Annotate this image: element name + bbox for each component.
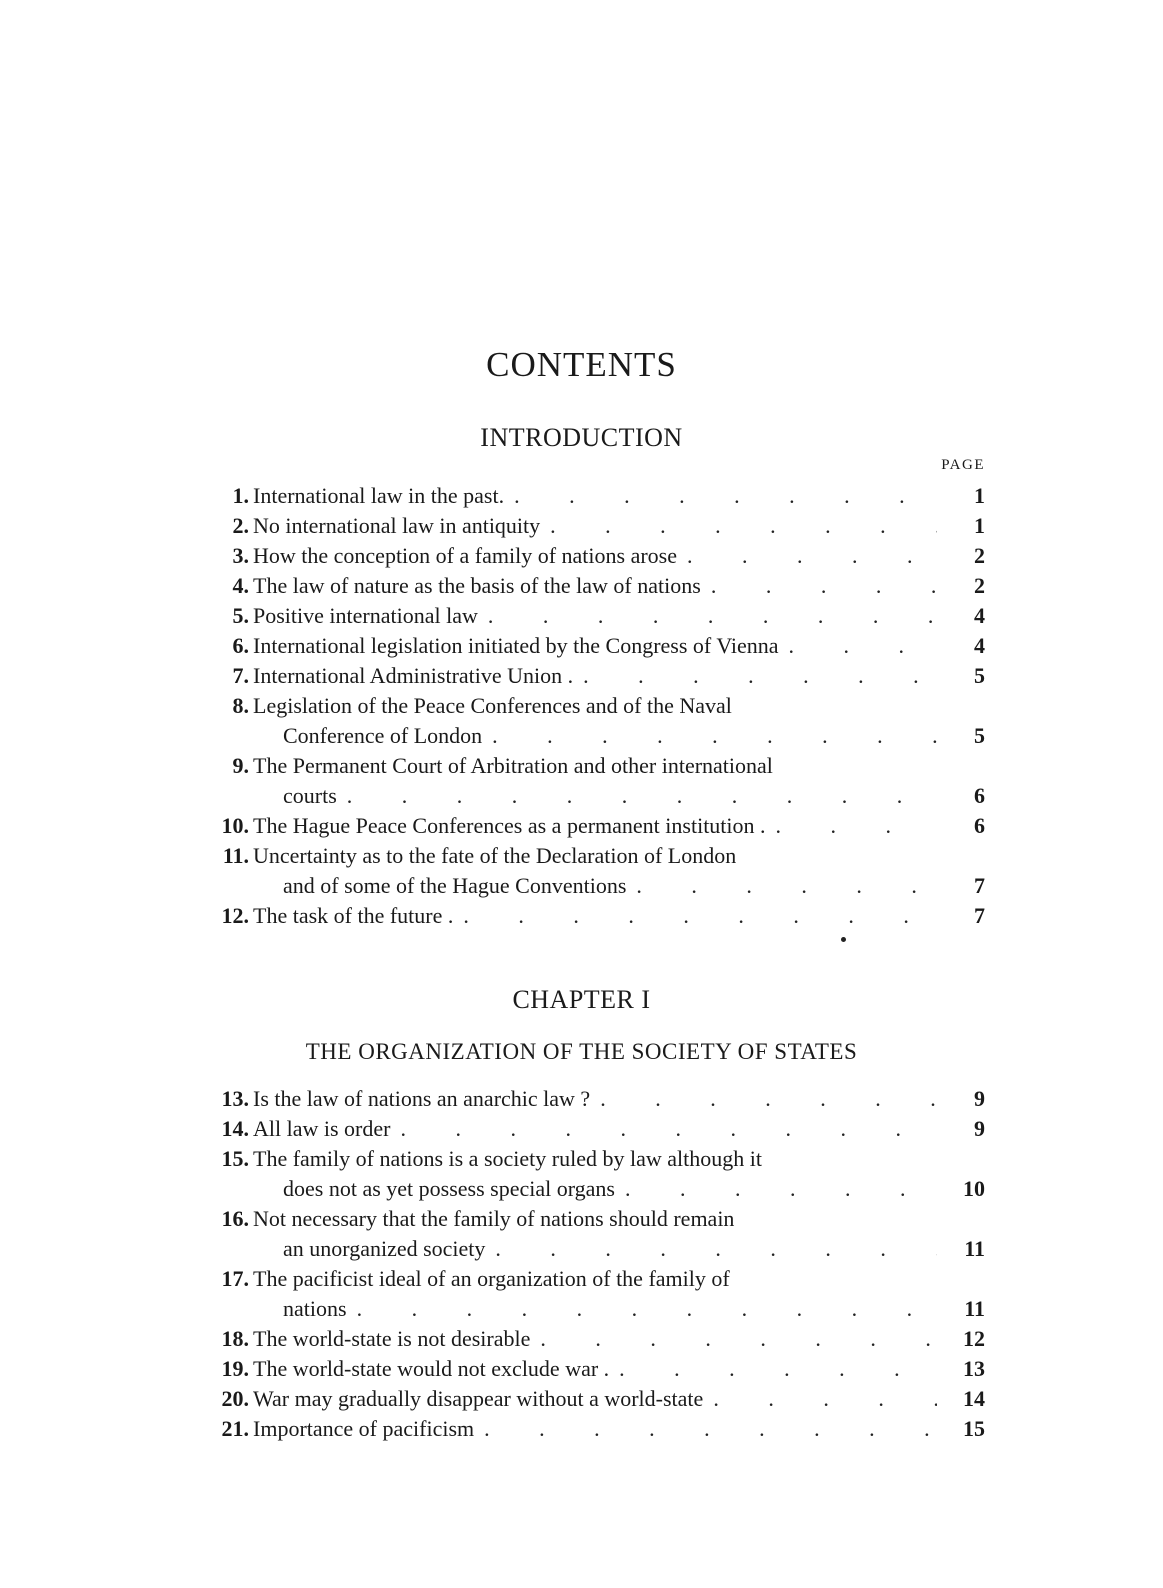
toc-entry xyxy=(205,1144,985,1204)
toc-entry-text: The world-state would not exclude war . xyxy=(253,1356,610,1381)
toc-entry-number: 6. xyxy=(232,633,249,658)
toc-entry-page: 11 xyxy=(964,1236,985,1261)
toc-entry-number: 20. xyxy=(221,1386,249,1411)
toc-entry xyxy=(205,511,985,541)
dot-leader xyxy=(453,901,937,931)
toc-entry-line xyxy=(253,541,937,571)
toc-entry-text: Legislation of the Peace Conferences and of the Naval xyxy=(253,693,732,718)
toc-entry-page: 2 xyxy=(974,543,985,568)
dot-leader xyxy=(485,1234,937,1264)
dot-leader xyxy=(573,661,937,691)
toc-entry-page: 5 xyxy=(974,723,985,748)
dot-leader xyxy=(779,631,937,661)
page-title: CONTENTS xyxy=(486,345,677,384)
toc-entry xyxy=(205,601,985,631)
dot-leader xyxy=(478,601,937,631)
toc-entry xyxy=(205,571,985,601)
toc-entry-line xyxy=(253,511,937,541)
toc-entry xyxy=(205,661,985,691)
toc-entry-number: 7. xyxy=(232,663,249,688)
dot-leader xyxy=(703,1384,937,1414)
chapter-title: THE ORGANIZATION OF THE SOCIETY OF STATES xyxy=(305,1039,858,1064)
dot-leader xyxy=(615,1174,937,1204)
toc-entry-line xyxy=(253,571,937,601)
dot-leader xyxy=(337,781,937,811)
dot-leader xyxy=(677,541,937,571)
toc-entry-number: 3. xyxy=(232,543,249,568)
toc-entry-page: 5 xyxy=(974,663,985,688)
toc-entry-line xyxy=(253,661,937,691)
toc-entry-line xyxy=(253,901,937,931)
toc-entry-text: The family of nations is a society ruled by law although it xyxy=(253,1146,762,1171)
toc-entry-number: 11. xyxy=(222,843,249,868)
toc-entry-page: 10 xyxy=(963,1176,985,1201)
introduction-toc-list xyxy=(205,481,985,931)
toc-entry-text: How the conception of a family of nations arose xyxy=(253,543,677,568)
toc-entry xyxy=(205,1384,985,1414)
toc-entry-line xyxy=(253,1294,937,1324)
toc-entry-line xyxy=(253,1264,937,1294)
toc-entry-page: 13 xyxy=(963,1356,985,1381)
toc-entry-page: 6 xyxy=(974,813,985,838)
toc-entry xyxy=(205,541,985,571)
toc-entry-line xyxy=(253,811,937,841)
toc-entry-number: 10. xyxy=(221,813,249,838)
toc-entry-page: 14 xyxy=(963,1386,985,1411)
dot-leader xyxy=(474,1414,937,1444)
toc-entry-page: 6 xyxy=(974,783,985,808)
toc-entry-line xyxy=(253,601,937,631)
toc-entry-text: The pacificist ideal of an organization of the family of xyxy=(253,1266,730,1291)
toc-entry-line xyxy=(253,1384,937,1414)
toc-entry-text: Importance of pacificism xyxy=(253,1416,475,1441)
toc-entry xyxy=(205,751,985,811)
toc-entry-line xyxy=(253,1354,937,1384)
toc-entry-line xyxy=(253,1144,937,1174)
toc-entry-page: 2 xyxy=(974,573,985,598)
toc-entry xyxy=(205,1114,985,1144)
toc-entry-text: and of some of the Hague Conventions xyxy=(283,873,627,898)
toc-entry-text: courts xyxy=(283,783,337,808)
toc-entry xyxy=(205,811,985,841)
chapter-label: CHAPTER I xyxy=(512,985,651,1014)
toc-entry-line xyxy=(253,871,937,901)
toc-entry-text: War may gradually disappear without a world-state xyxy=(253,1386,704,1411)
toc-entry-line xyxy=(253,1324,937,1354)
toc-entry-number: 21. xyxy=(221,1416,249,1441)
toc-entry-text: Not necessary that the family of nations should remain xyxy=(253,1206,735,1231)
toc-entry-text: The world-state is not desirable xyxy=(253,1326,531,1351)
dot-leader xyxy=(390,1114,937,1144)
toc-entry xyxy=(205,1414,985,1444)
toc-entry-page: 12 xyxy=(963,1326,985,1351)
toc-entry-number: 8. xyxy=(232,693,249,718)
dot-leader xyxy=(590,1084,937,1114)
toc-entry-number: 13. xyxy=(221,1086,249,1111)
toc-entry-line xyxy=(253,751,937,781)
toc-entry-text: Positive international law xyxy=(253,603,478,628)
dot-leader xyxy=(626,871,937,901)
toc-entry xyxy=(205,481,985,511)
toc-entry-text: Conference of London xyxy=(283,723,483,748)
toc-entry-page: 7 xyxy=(974,873,985,898)
dot-leader xyxy=(504,481,937,511)
toc-entry-line xyxy=(253,481,937,511)
toc-entry xyxy=(205,1354,985,1384)
toc-entry-number: 17. xyxy=(221,1266,249,1291)
dot-leader xyxy=(540,511,937,541)
dot-leader xyxy=(347,1294,937,1324)
toc-entry-text: Is the law of nations an anarchic law ? xyxy=(253,1086,591,1111)
toc-entry-page: 1 xyxy=(974,483,985,508)
toc-entry-page: 15 xyxy=(963,1416,985,1441)
toc-entry-page: 9 xyxy=(974,1086,985,1111)
toc-entry-text: The Permanent Court of Arbitration and other international xyxy=(253,753,773,778)
toc-entry-line xyxy=(253,1174,937,1204)
toc-entry-line xyxy=(253,631,937,661)
toc-entry xyxy=(205,1084,985,1114)
stray-print-mark xyxy=(841,937,846,942)
toc-entry-text: does not as yet possess special organs xyxy=(283,1176,615,1201)
toc-entry-page: 9 xyxy=(974,1116,985,1141)
toc-entry-number: 4. xyxy=(232,573,249,598)
toc-entry xyxy=(205,841,985,901)
toc-entry-line xyxy=(253,1114,937,1144)
toc-entry-line xyxy=(253,691,937,721)
toc-entry-text: International Administrative Union . xyxy=(253,663,574,688)
toc-entry-text: The law of nature as the basis of the law of nations xyxy=(253,573,701,598)
toc-entry-number: 16. xyxy=(221,1206,249,1231)
page-column-label: PAGE xyxy=(941,457,985,473)
toc-entry xyxy=(205,901,985,931)
toc-entry-page: 1 xyxy=(974,513,985,538)
toc-entry-text: nations xyxy=(283,1296,347,1321)
toc-entry-number: 1. xyxy=(232,483,249,508)
toc-entry-line xyxy=(253,1414,937,1444)
toc-entry-number: 19. xyxy=(221,1356,249,1381)
toc-entry-number: 5. xyxy=(232,603,249,628)
dot-leader xyxy=(766,811,937,841)
introduction-heading: INTRODUCTION xyxy=(480,423,683,452)
toc-entry xyxy=(205,1324,985,1354)
toc-entry-page: 7 xyxy=(974,903,985,928)
dot-leader xyxy=(482,721,937,751)
toc-entry-number: 14. xyxy=(221,1116,249,1141)
dot-leader xyxy=(530,1324,937,1354)
dot-leader xyxy=(609,1354,937,1384)
chapter1-toc-list xyxy=(205,1084,985,1444)
toc-entry-text: The Hague Peace Conferences as a permanent institution . xyxy=(253,813,766,838)
toc-entry-text: The task of the future . xyxy=(253,903,454,928)
toc-entry-line xyxy=(253,841,937,871)
toc-entry-page: 11 xyxy=(964,1296,985,1321)
toc-entry-text: No international law in antiquity xyxy=(253,513,541,538)
toc-entry-line xyxy=(253,1084,937,1114)
toc-entry-line xyxy=(253,781,937,811)
toc-entry-number: 2. xyxy=(232,513,249,538)
toc-entry-text: Uncertainty as to the fate of the Declaration of London xyxy=(253,843,737,868)
toc-entry-number: 15. xyxy=(221,1146,249,1171)
toc-entry-page: 4 xyxy=(974,603,985,628)
toc-entry xyxy=(205,631,985,661)
toc-entry-text: All law is order xyxy=(253,1116,391,1141)
toc-entry-number: 9. xyxy=(232,753,249,778)
dot-leader xyxy=(701,571,937,601)
toc-entry-text: an unorganized society xyxy=(283,1236,486,1261)
toc-entry-text: International law in the past. xyxy=(253,483,505,508)
toc-entry-line xyxy=(253,1204,937,1234)
toc-entry-text: International legislation initiated by the Congress of Vienna xyxy=(253,633,779,658)
toc-entry-number: 18. xyxy=(221,1326,249,1351)
toc-entry-page: 4 xyxy=(974,633,985,658)
toc-entry xyxy=(205,1264,985,1324)
toc-entry xyxy=(205,691,985,751)
toc-entry-number: 12. xyxy=(221,903,249,928)
toc-entry xyxy=(205,1204,985,1264)
toc-entry-line xyxy=(253,721,937,751)
toc-entry-line xyxy=(253,1234,937,1264)
